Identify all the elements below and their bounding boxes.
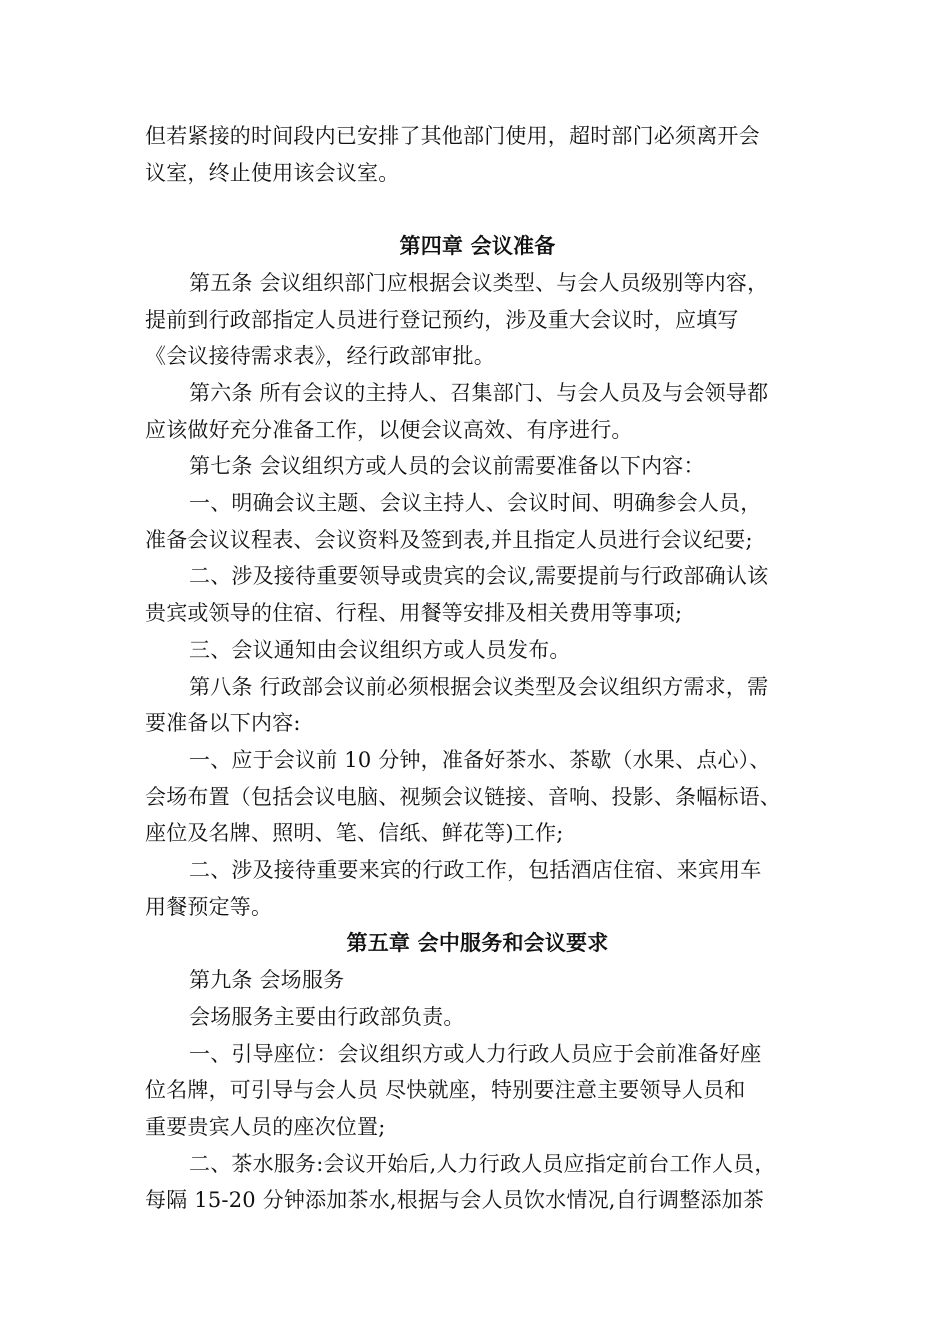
paragraph-line: 议室，终止使用该会议室。 — [145, 160, 400, 185]
list-item: 二、涉及接待重要来宾的行政工作，包括酒店住宿、来宾用车 — [189, 858, 762, 883]
paragraph-line: 重要贵宾人员的座次位置; — [145, 1114, 386, 1139]
paragraph-line: 位名牌，可引导与会人员 尽快就座，特别要注意主要领导人员和 — [145, 1078, 746, 1103]
paragraph-line: 座位及名牌、照明、笔、信纸、鲜花等)工作; — [145, 821, 564, 846]
article-9: 第九条 会场服务 — [189, 968, 345, 993]
article-7: 第七条 会议组织方或人员的会议前需要准备以下内容： — [189, 454, 705, 479]
paragraph-line: 要准备以下内容: — [145, 711, 301, 736]
chapter-heading-4: 第四章 会议准备 — [399, 233, 556, 259]
paragraph-line: 贵宾或领导的住宿、行程、用餐等安排及相关费用等事项; — [145, 601, 683, 626]
paragraph-line: 但若紧接的时间段内已安排了其他部门使用，超时部门必须离开会 — [145, 124, 760, 148]
paragraph-line: 准备会议议程表、会议资料及签到表,并且指定人员进行会议纪要; — [145, 527, 753, 552]
document-body — [145, 118, 810, 1219]
list-item: 一、引导座位：会议组织方或人力行政人员应于会前准备好座 — [189, 1041, 762, 1066]
paragraph-line: 每隔 15-20 分钟添加茶水,根据与会人员饮水情况,自行调整添加茶 — [145, 1188, 765, 1213]
list-item: 二、涉及接待重要领导或贵宾的会议,需要提前与行政部确认该 — [189, 564, 769, 589]
article-6: 第六条 所有会议的主持人、召集部门、与会人员及与会领导都 — [189, 380, 769, 405]
paragraph-line: 《会议接待需求表》，经行政部审批。 — [145, 344, 495, 369]
list-item: 三、会议通知由会议组织方或人员发布。 — [189, 637, 571, 662]
article-5: 第五条 会议组织部门应根据会议类型、与会人员级别等内容， — [189, 270, 769, 295]
paragraph-line: 会场布置（包括会议电脑、视频会议链接、音响、投影、条幅标语、 — [145, 784, 781, 809]
article-8: 第八条 行政部会议前必须根据会议类型及会议组织方需求，需 — [189, 674, 769, 699]
list-item: 一、明确会议主题、会议主持人、会议时间、明确参会人员， — [189, 491, 762, 516]
paragraph-line: 会场服务主要由行政部负责。 — [189, 1004, 465, 1029]
paragraph-line: 提前到行政部指定人员进行登记预约，涉及重大会议时，应填写 — [145, 307, 739, 332]
paragraph-line: 用餐预定等。 — [145, 894, 273, 919]
chapter-heading-5: 第五章 会中服务和会议要求 — [346, 930, 609, 956]
list-item: 二、茶水服务:会议开始后,人力行政人员应指定前台工作人员， — [189, 1151, 776, 1176]
spacer — [145, 191, 810, 228]
paragraph-line: 应该做好充分准备工作，以便会议高效、有序进行。 — [145, 417, 633, 442]
list-item: 一、应于会议前 10 分钟，准备好茶水、茶歇（水果、点心）、 — [189, 747, 771, 772]
